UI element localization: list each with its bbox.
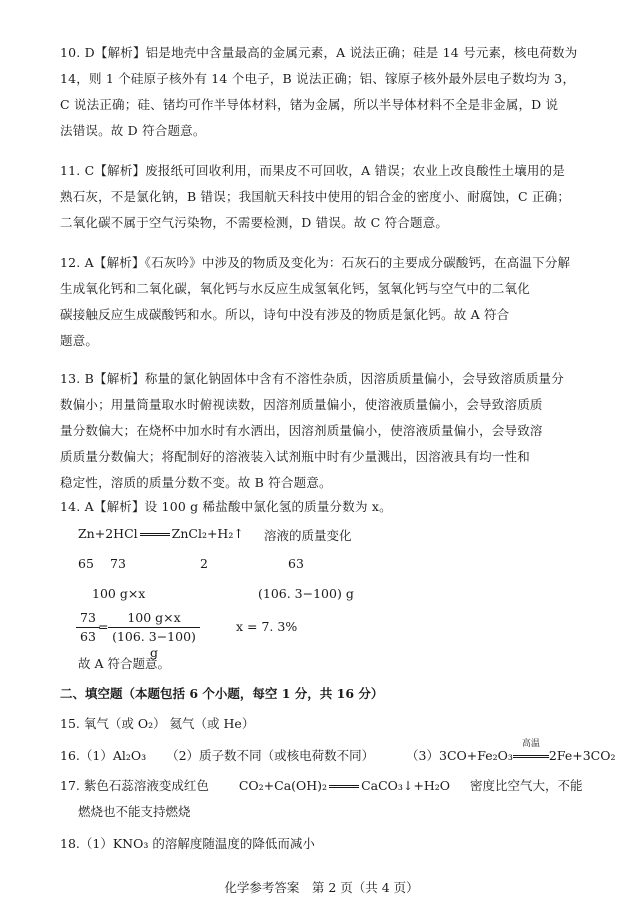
answer-10-line-1: 10. D【解析】铝是地壳中含量最高的金属元素，A 说法正确；硅是 14 号元素，核电荷数为 <box>60 45 578 60</box>
answer-10 <box>60 40 600 144</box>
answer-13-line-5: 稳定性，溶质的质量分数不变。故 B 符合题意。 <box>60 475 332 490</box>
section-title-fill-in: 二、填空题（本题包括 6 个小题，每空 1 分，共 16 分） <box>60 686 384 701</box>
answer-13 <box>60 366 600 496</box>
mass-change-label: 溶液的质量变化 <box>264 528 352 543</box>
answer-13-line-1: 13. B【解析】称量的氯化钠固体中含有不溶性杂质，因溶质质量偏小，会导致溶质质量分 <box>60 371 564 386</box>
fraction-right-numerator: 100 g×x <box>108 610 200 628</box>
answer-11-line-2: 熟石灰，不是氯化钠，B 错误；我国航天科技中使用的铝合金的密度小、耐腐蚀，C 正确； <box>60 189 571 204</box>
answer-11-line-3: 二氧化碳不属于空气污染物，不需要检测，D 错误。故 C 符合题意。 <box>60 215 449 230</box>
answer-14-intro <box>60 494 600 520</box>
fraction-equals: = <box>98 619 109 634</box>
answer-14-result: x = 7. 3% <box>236 619 298 634</box>
answer-18: 18.（1）KNO₃ 的溶解度随温度的降低而减小 <box>60 836 315 851</box>
page-footer: 化学参考答案 第 2 页（共 4 页） <box>224 880 419 895</box>
answer-12-line-3: 碳接触反应生成碳酸钙和水。所以，诗句中没有涉及的物质是氯化钙。故 A 符合 <box>60 307 510 322</box>
mass-hcl: 73 <box>110 556 126 571</box>
fraction-right-denominator: (106. 3−100) g <box>112 629 196 660</box>
answer-14-equation <box>78 526 244 541</box>
equals-sign <box>140 533 170 536</box>
answer-16-part-3-left: （3）3CO+Fe₂O₃ <box>406 748 513 763</box>
answer-10-line-2: 14，则 1 个硅原子核外有 14 个电子，B 说法正确；铝、镓原子核外最外层电子数均为 3， <box>60 71 576 86</box>
answer-17-part-a: 17. 紫色石蕊溶液变成红色 <box>60 778 209 793</box>
answer-12-line-4: 题意。 <box>60 333 99 348</box>
answer-16-part-1: 16.（1）Al₂O₃ <box>60 748 147 763</box>
given-hcl-mass: 100 g×x <box>92 586 146 601</box>
high-temperature-condition <box>513 739 549 763</box>
equation-reactants: Zn+2HCl <box>78 526 138 541</box>
answer-16 <box>60 739 616 764</box>
answer-16-part-2: （2）质子数不同（或核电荷数不同） <box>166 748 375 763</box>
answer-10-line-4: 法错误。故 D 符合题意。 <box>60 123 206 138</box>
answer-13-line-4: 质质量分数偏大；将配制好的溶液装入试剂瓶中时有少量溅出，因溶液具有均一性和 <box>60 449 530 464</box>
answer-12 <box>60 250 600 354</box>
fraction-left-numerator: 73 <box>76 610 100 628</box>
mass-zn: 65 <box>78 556 94 571</box>
mass-h2: 2 <box>200 556 208 571</box>
answer-10-line-3: C 说法正确；硅、锗均可作半导体材料，锗为金属，所以半导体材料不全是非金属，D 说 <box>60 97 559 112</box>
answer-12-line-1: 12. A【解析】《石灰吟》中涉及的物质及变化为：石灰石的主要成分碳酸钙，在高温下分解 <box>60 255 571 270</box>
answer-14-intro-text: 14. A【解析】设 100 g 稀盐酸中氯化氢的质量分数为 x。 <box>60 499 392 514</box>
given-change-mass: (106. 3−100) g <box>258 586 354 601</box>
answer-17-equation-right: CaCO₃↓+H₂O <box>361 778 451 793</box>
answer-11 <box>60 158 600 236</box>
equation-products: ZnCl₂+H₂↑ <box>171 526 244 541</box>
answer-11-line-1: 11. C【解析】废报纸可回收利用，而果皮不可回收，A 错误；农业上改良酸性土壤用的是 <box>60 163 566 178</box>
answer-17-equation-left: CO₂+Ca(OH)₂ <box>238 778 328 793</box>
fraction-left-denominator: 63 <box>80 629 96 644</box>
answer-17-part-c: 密度比空气大，不能 <box>469 778 583 793</box>
condition-label: 高温 <box>521 739 540 749</box>
answer-16-part-3-right: 2Fe+3CO₂ <box>548 748 616 763</box>
mass-change: 63 <box>288 556 304 571</box>
answer-15: 15. 氧气（或 O₂） 氦气（或 He） <box>60 716 255 731</box>
answer-17 <box>60 776 583 794</box>
fraction-left <box>76 610 100 645</box>
answer-14-conclusion: 故 A 符合题意。 <box>78 656 170 671</box>
answer-13-line-2: 数偏小；用量筒量取水时俯视读数，因溶剂质量偏小，使溶液质量偏小，会导致溶质质 <box>60 397 543 412</box>
equals-sign <box>329 785 359 788</box>
answer-17-line-2: 燃烧也不能支持燃烧 <box>78 804 191 819</box>
answer-12-line-2: 生成氧化钙和二氧化碳，氧化钙与水反应生成氢氧化钙，氢氧化钙与空气中的二氧化 <box>60 281 530 296</box>
answer-13-line-3: 量分数偏大；在烧杯中加水时有水洒出，因溶剂质量偏小，使溶液质量偏小，会导致溶 <box>60 423 543 438</box>
